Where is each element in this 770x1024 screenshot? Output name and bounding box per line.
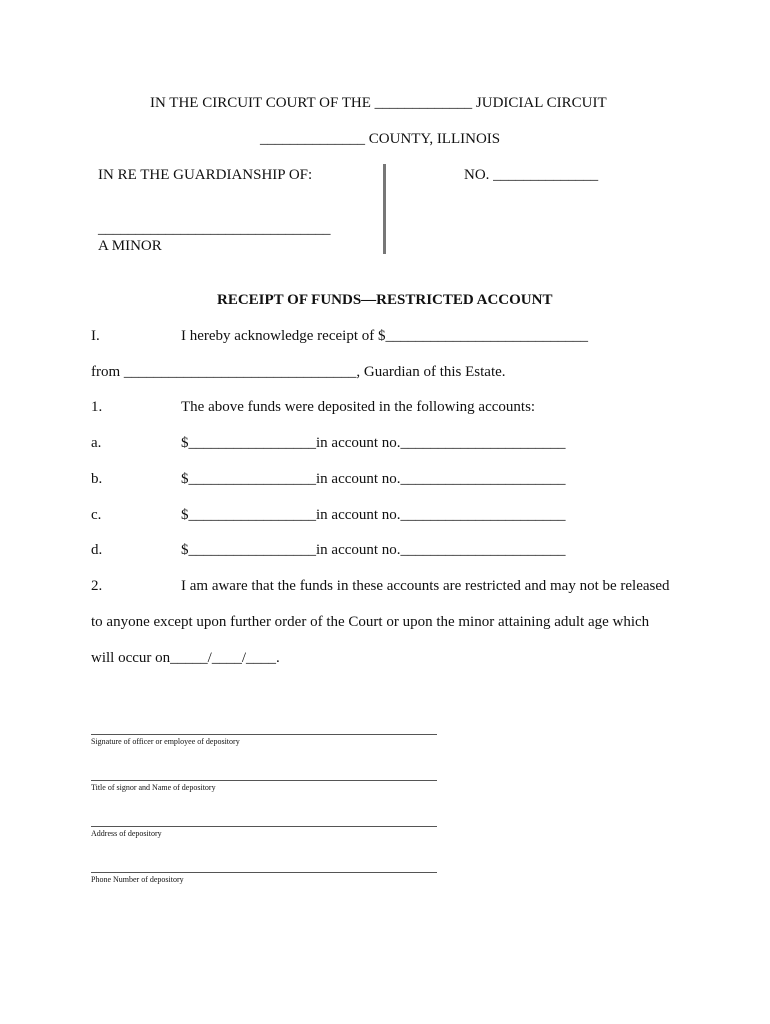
case-number-field[interactable]: NO. ______________ <box>464 167 599 183</box>
account-c-field[interactable]: $_________________in account no.______________________ <box>181 507 566 523</box>
address-label: Address of depository <box>91 829 162 838</box>
account-b-field[interactable]: $_________________in account no.______________________ <box>181 471 566 487</box>
account-d-field[interactable]: $_________________in account no.______________________ <box>181 542 566 558</box>
account-a-field[interactable]: $_________________in account no.______________________ <box>181 435 566 451</box>
account-a-label: a. <box>91 435 102 451</box>
section-1-text: The above funds were deposited in the following accounts: <box>181 399 536 415</box>
account-d-label: d. <box>91 542 103 558</box>
minor-label: A MINOR <box>98 238 162 254</box>
section-2-continued: to anyone except upon further order of the Court or upon the minor attaining adult age which <box>91 614 650 630</box>
account-c-label: c. <box>91 507 102 523</box>
phone-label: Phone Number of depository <box>91 875 184 884</box>
title-signor-label: Title of signor and Name of depository <box>91 783 216 792</box>
adult-age-date-field[interactable]: will occur on_____/____/____. <box>91 650 280 666</box>
minor-name-field[interactable]: _______________________________ <box>98 221 331 237</box>
title-signor-line[interactable] <box>91 780 437 781</box>
section-2-text: I am aware that the funds in these accounts are restricted and may not be released <box>181 578 670 594</box>
signature-line[interactable] <box>91 734 437 735</box>
account-b-label: b. <box>91 471 103 487</box>
section-i-label: I. <box>91 328 100 344</box>
court-heading: IN THE CIRCUIT COURT OF THE _____________ JUDICIAL CIRCUIT <box>150 95 607 111</box>
receipt-amount-field[interactable]: I hereby acknowledge receipt of $___________________________ <box>181 328 588 344</box>
signature-label: Signature of officer or employee of depository <box>91 737 240 746</box>
guardian-name-field[interactable]: from _______________________________, Guardian of this Estate. <box>91 364 506 380</box>
address-line[interactable] <box>91 826 437 827</box>
phone-line[interactable] <box>91 872 437 873</box>
document-title: RECEIPT OF FUNDS—RESTRICTED ACCOUNT <box>217 292 553 308</box>
section-1-label: 1. <box>91 399 103 415</box>
caption-divider <box>383 164 386 254</box>
section-2-label: 2. <box>91 578 103 594</box>
in-re-label: IN RE THE GUARDIANSHIP OF: <box>98 167 313 183</box>
county-heading: ______________ COUNTY, ILLINOIS <box>260 131 501 147</box>
